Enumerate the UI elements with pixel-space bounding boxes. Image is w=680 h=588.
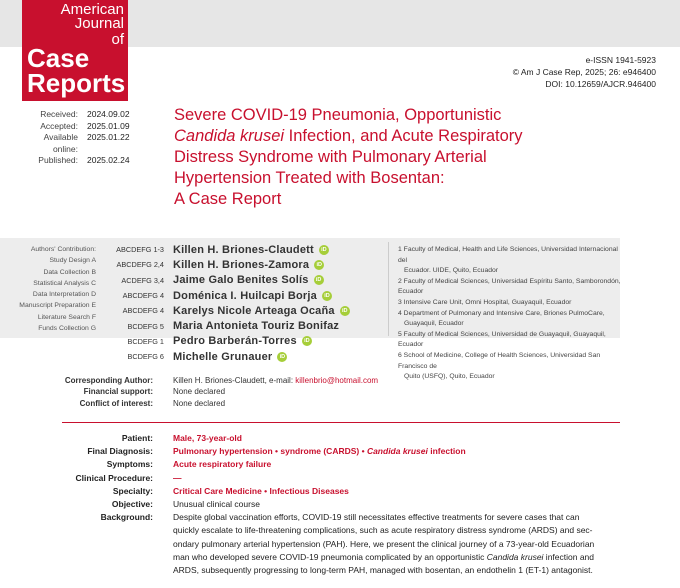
article-title xyxy=(174,105,644,210)
author-row xyxy=(104,318,350,333)
conflict-of-interest-label: Conflict of interest: xyxy=(79,398,153,408)
section-divider xyxy=(62,422,620,423)
affiliations xyxy=(398,245,628,383)
background-line: Despite global vaccination efforts, COVID-19 still necessitates effective treatments for severe cases that can xyxy=(173,512,580,523)
affiliation-line: Quito (USFQ), Quito, Ecuador xyxy=(404,373,495,381)
orcid-icon[interactable]: iD xyxy=(277,352,287,362)
doi: DOI: 10.12659/AJCR.946400 xyxy=(545,79,656,89)
contribution-legend xyxy=(10,244,96,334)
author-row xyxy=(104,349,350,364)
author-contribution-code: ABCDEFG 4 xyxy=(122,306,164,316)
clinical-procedure-value: — xyxy=(173,472,182,483)
article-dates xyxy=(20,109,130,167)
logo-line-journal: Journal xyxy=(74,15,124,32)
date-row xyxy=(20,155,130,167)
author-name: Karelys Nicole Arteaga Ocaña xyxy=(173,304,335,317)
diagnosis-text: Pulmonary hypertension • syndrome (CARDS) • xyxy=(173,446,367,457)
summary-row xyxy=(20,432,660,445)
conflict-of-interest-value: None declared xyxy=(173,398,226,408)
background-text: man who developed severe COVID-19 pneumonia complicated by an opportunistic xyxy=(173,551,487,562)
author-name: Killen H. Briones-Claudett xyxy=(173,243,314,256)
clinical-procedure-label: Clinical Procedure: xyxy=(75,472,153,483)
specialty-value: Critical Care Medicine • Infectious Diseases xyxy=(173,485,349,496)
title-italic-organism: Candida krusei xyxy=(174,127,285,145)
author-name: Doménica I. Huilcapi Borja xyxy=(173,289,317,302)
title-line: Hypertension Treated with Bosentan: xyxy=(174,169,445,187)
citation: © Am J Case Rep, 2025; 26: e946400 xyxy=(512,67,656,77)
objective-value: Unusual clinical course xyxy=(173,499,260,510)
background-italic-organism: Candida krusei xyxy=(486,551,544,562)
affiliation-line: Ecuador. UIDE, Quito, Ecuador xyxy=(404,267,499,275)
legend-item: Authors' Contribution: xyxy=(30,246,96,253)
objective-label: Objective: xyxy=(111,499,153,510)
affiliation-line: Guayaquil, Ecuador xyxy=(404,320,464,328)
patient-label: Patient: xyxy=(121,433,153,443)
author-row xyxy=(104,288,350,303)
publication-info xyxy=(513,54,656,90)
title-line: Distress Syndrome with Pulmonary Arterial xyxy=(174,148,487,166)
orcid-icon[interactable]: iD xyxy=(314,260,324,270)
date-label: Published: xyxy=(38,155,78,165)
background-line: ARDS, subsequently progressing to long-term PAH, managed with bosentan, an endothelin 1 (ET-1) antagonist. xyxy=(173,565,593,576)
date-row xyxy=(20,132,130,155)
date-label: Accepted: xyxy=(40,120,78,131)
financial-support-value: None declared xyxy=(173,387,226,397)
orcid-icon[interactable]: iD xyxy=(340,306,350,316)
author-name: Maria Antonieta Touriz Bonifaz xyxy=(173,320,340,333)
title-line: Severe COVID-19 Pneumonia, Opportunistic xyxy=(174,106,502,124)
author-contribution-code: ABCDEFG 1-3 xyxy=(116,245,164,255)
affiliation-line: 3 Intensive Care Unit, Omni Hospital, Guayaquil, Ecuador xyxy=(398,298,572,306)
summary-row xyxy=(20,485,660,498)
patient-value: Male, 73-year-old xyxy=(173,433,242,443)
final-diagnosis-value xyxy=(173,445,466,458)
affiliation-line: 1 Faculty of Medical, Health and Life Sciences, Universidad Internacional del xyxy=(398,246,618,264)
corresponding-author-text: Killen H. Briones-Claudett, e-mail: xyxy=(173,376,296,385)
legend-item: Funds Collection G xyxy=(38,325,96,333)
affiliation-line: 4 Department of Pulmonary and Intensive Care, Briones PulmoCare, xyxy=(398,309,605,317)
summary-row xyxy=(20,458,660,471)
logo-line-american: American xyxy=(60,1,124,18)
legend-item: Statistical Analysis C xyxy=(33,279,96,287)
orcid-icon[interactable]: iD xyxy=(314,275,324,285)
author-name: Killen H. Briones-Zamora xyxy=(173,258,310,271)
specialty-label: Specialty: xyxy=(112,485,153,496)
author-row xyxy=(104,242,350,257)
orcid-icon[interactable]: iD xyxy=(322,291,332,301)
panel-divider xyxy=(388,242,389,336)
date-value: 2025.02.24 xyxy=(87,155,130,165)
corresponding-author-label: Corresponding Author: xyxy=(64,376,153,385)
author-contribution-code: ABCDEFG 4 xyxy=(122,291,164,301)
orcid-icon[interactable]: iD xyxy=(319,245,329,255)
diagnosis-text: infection xyxy=(427,446,466,457)
author-contribution-code: ACDEFG 3,4 xyxy=(121,275,164,285)
author-name: Jaime Galo Benites Solís xyxy=(173,274,309,287)
correspondence-block xyxy=(20,375,378,409)
case-summary xyxy=(20,432,660,577)
background-line xyxy=(173,551,620,564)
legend-item: Data Interpretation D xyxy=(32,291,96,299)
date-row xyxy=(20,109,130,121)
final-diagnosis-label: Final Diagnosis: xyxy=(87,446,153,457)
diagnosis-italic-organism: Candida krusei xyxy=(366,446,428,457)
author-contribution-code: BCDEFG 5 xyxy=(127,321,164,331)
symptoms-value: Acute respiratory failure xyxy=(173,459,272,470)
summary-row xyxy=(20,498,660,511)
legend-item: Literature Search F xyxy=(37,313,96,321)
affiliation-line: 2 Faculty of Medical Sciences, Universidad Espíritu Santo, Samborondón, Ecuador xyxy=(398,277,621,296)
author-contribution-code: ABCDEFG 2,4 xyxy=(116,260,164,270)
author-contribution-code: BCDEFG 1 xyxy=(127,336,164,346)
title-line: A Case Report xyxy=(174,190,282,208)
author-name: Pedro Barberán-Torres xyxy=(173,335,297,348)
summary-row xyxy=(20,472,660,485)
orcid-icon[interactable]: iD xyxy=(302,336,312,346)
background-text: infection and xyxy=(543,551,595,562)
author-row xyxy=(104,334,350,349)
background-line: ondary pulmonary arterial hypertension (PAH). Here, we present the clinical journey of a 73-year-old Ecuadorian xyxy=(173,538,595,549)
meta-row xyxy=(20,398,378,409)
author-row xyxy=(104,257,350,272)
meta-row xyxy=(20,375,378,386)
author-name: Michelle Grunauer xyxy=(173,350,273,363)
background-label: Background: xyxy=(100,512,153,523)
date-value: 2025.01.22 xyxy=(87,132,130,142)
author-contribution-code: BCDEFG 6 xyxy=(127,352,164,362)
logo-line-case: Case xyxy=(27,43,90,73)
journal-logo xyxy=(22,0,128,101)
logo-line-of: of xyxy=(111,31,124,48)
date-label: Available online: xyxy=(43,132,78,154)
background-line: quickly escalate to life-threatening complications, such as acute respiratory distress syndrome (ARDS) and sec- xyxy=(173,525,593,536)
affiliation-line: 5 Faculty of Medical Sciences, Universidad de Guayaquil, Guayaquil, Ecuador xyxy=(398,330,606,349)
email-link[interactable]: killenbrio@hotmail.com xyxy=(295,376,379,385)
meta-row xyxy=(20,386,378,397)
legend-item: Data Collection B xyxy=(43,268,96,276)
affiliation-line: 6 School of Medicine, College of Health Sciences, Universidad San Francisco de xyxy=(398,351,601,370)
date-value: 2024.09.02 xyxy=(87,109,130,119)
date-label: Received: xyxy=(40,109,78,119)
eissn: e-ISSN 1941-5923 xyxy=(585,55,656,65)
date-value: 2025.01.09 xyxy=(87,120,130,131)
legend-item: Manuscript Preparation E xyxy=(19,302,96,310)
financial-support-label: Financial support: xyxy=(83,387,153,397)
author-row xyxy=(104,303,350,318)
author-row xyxy=(104,273,350,288)
author-list xyxy=(104,242,350,364)
symptoms-label: Symptoms: xyxy=(106,459,153,470)
summary-row xyxy=(20,445,660,458)
date-row xyxy=(20,121,130,133)
title-line-rest: Infection, and Acute Respiratory xyxy=(284,127,523,145)
title-line xyxy=(174,126,644,147)
summary-row xyxy=(20,511,660,524)
corresponding-author-value xyxy=(173,375,378,386)
legend-item: Study Design A xyxy=(49,257,96,265)
logo-line-reports: Reports xyxy=(27,68,126,98)
